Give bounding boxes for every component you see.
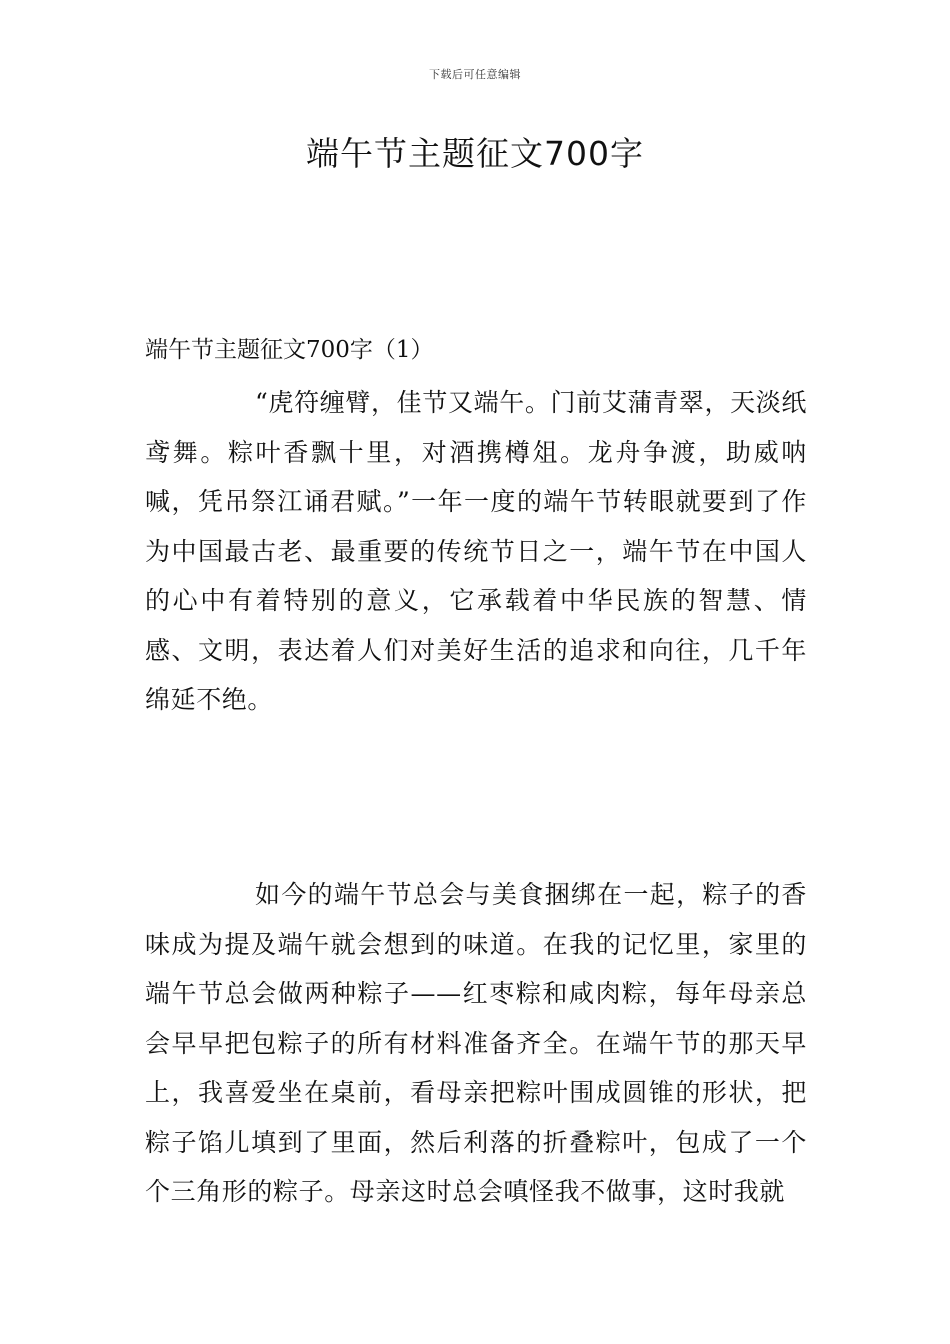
- paragraph-1: “虎符缠臂，佳节又端午。门前艾蒲青翠，天淡纸鸢舞。粽叶香飘十里，对酒携樽俎。龙舟争渡，助威呐喊，凭吊祭江诵君赋。”一年一度的端午节转眼就要到了作为中国最古老、最重要的传统节日之一，端午节在中国人的心中有着特别的意义，它承载着中华民族的智慧、情感、文明，表达着人们对美好生活的追求和向往，几千年绵延不绝。: [145, 388, 807, 714]
- document-title: 端午节主题征文700字: [306, 134, 644, 173]
- header-note: 下载后可任意编辑: [429, 68, 521, 81]
- section-heading: 端午节主题征文700字（1）: [145, 337, 434, 363]
- paragraph-2: 如今的端午节总会与美食捆绑在一起，粽子的香味成为提及端午就会想到的味道。在我的记忆里，家里的端午节总会做两种粽子——红枣粽和咸肉粽，每年母亲总会早早把包粽子的所有材料准备齐全。在端午节的那天早上，我喜爱坐在桌前，看母亲把粽叶围成圆锥的形状，把粽子馅儿填到了里面，然后利落的折叠粽叶，包成了一个个三角形的粽子。母亲这时总会嗔怪我不做事，这时我就: [145, 880, 807, 1206]
